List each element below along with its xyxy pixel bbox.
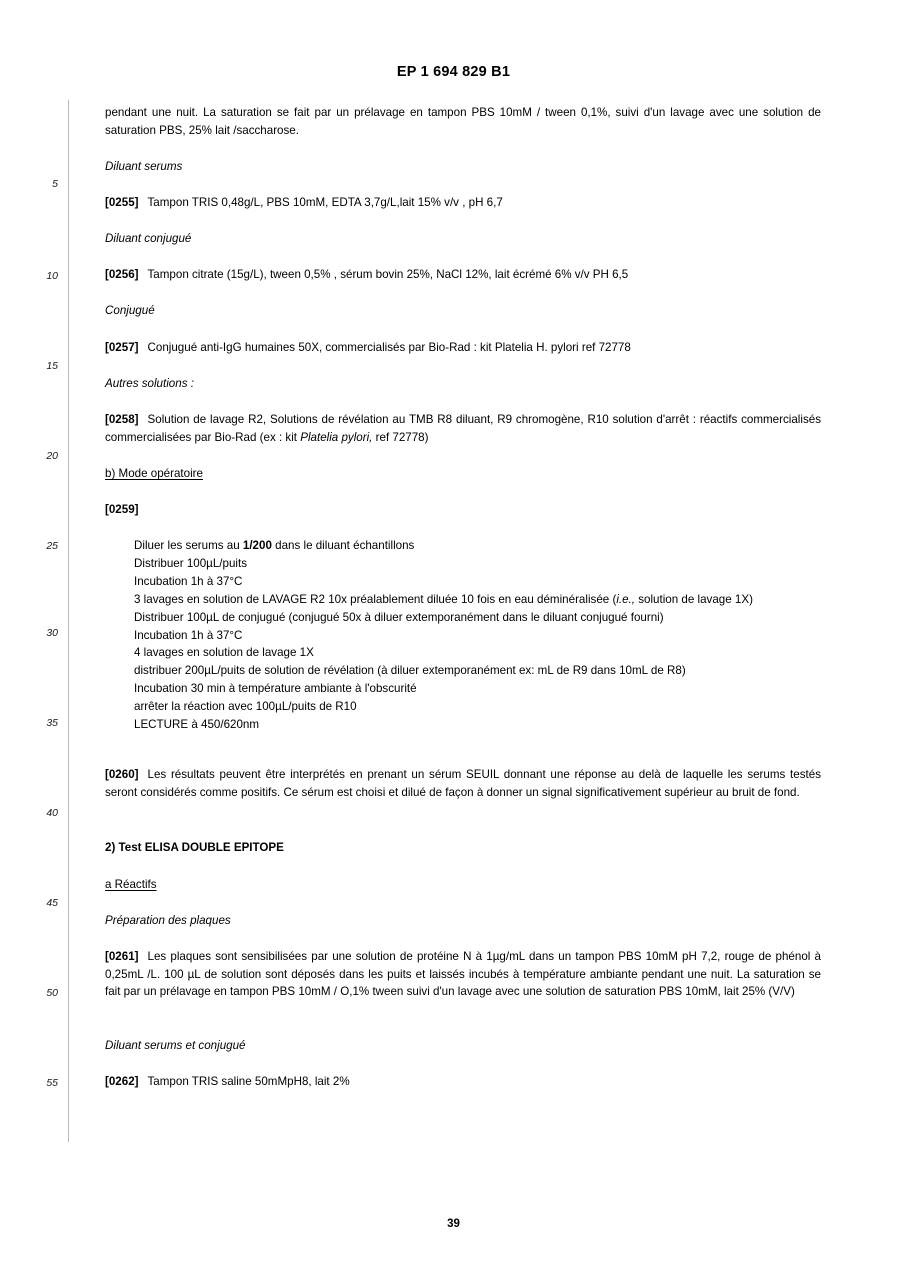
procedure-step: Distribuer 100µL de conjugué (conjugué 50x à diluer extemporanément dans le diluant conjugué fourni) xyxy=(134,610,664,624)
paragraph-0261-number: [0261] xyxy=(105,950,139,963)
paragraph-0260-number: [0260] xyxy=(105,768,139,781)
procedure-step-text-b: solution de lavage 1X) xyxy=(635,592,753,606)
paragraph-0257-number: [0257] xyxy=(105,341,139,354)
paragraph-0261 xyxy=(105,948,821,1001)
heading-a-reactifs xyxy=(105,876,821,894)
paragraph-0258-text-a: Solution de lavage R2, Solutions de révélation au TMB R8 diluant, R9 chromogène, R10 solution d'arrêt : réactifs commercialisés commercialisées par Bio-Rad (ex : kit xyxy=(105,413,821,444)
page-title: EP 1 694 829 B1 xyxy=(396,64,511,80)
heading-test-elisa xyxy=(105,839,821,857)
paragraph-0257-text: Conjugué anti-IgG humaines 50X, commercialisés par Bio-Rad : kit Platelia H. pylori ref 72778 xyxy=(147,341,631,354)
line-number: 50 xyxy=(46,987,58,999)
margin-rule xyxy=(68,100,69,1142)
procedure-step: Incubation 1h à 37°C xyxy=(134,574,243,588)
heading-mode-operatoire xyxy=(105,465,821,483)
heading-diluant-serums-conjugue xyxy=(105,1037,821,1055)
procedure-step-text-a: Diluer les serums au xyxy=(134,539,243,552)
line-number: 35 xyxy=(46,717,58,729)
procedure-step-text-b: dans le diluant échantillons xyxy=(271,539,415,552)
paragraph-intro xyxy=(105,104,821,139)
line-number: 15 xyxy=(46,360,58,372)
paragraph-0258-text-italic: Platelia pylori, xyxy=(300,430,373,444)
heading-diluant-serums xyxy=(105,158,821,176)
heading-conjugue-text: Conjugué xyxy=(105,304,155,317)
procedure-step-text-a: 3 lavages en solution de LAVAGE R2 10x préalablement diluée 10 fois en eau déminéralisée ( xyxy=(134,592,617,606)
line-number: 30 xyxy=(46,627,58,639)
paragraph-0257 xyxy=(105,339,821,357)
heading-a-reactifs-text: a Réactifs xyxy=(105,878,157,891)
line-number: 40 xyxy=(46,807,58,819)
heading-diluant-serums-text: Diluant serums xyxy=(105,160,183,173)
paragraph-0255 xyxy=(105,194,821,212)
paragraph-0256 xyxy=(105,266,821,284)
procedure-step: arrêter la réaction avec 100µL/puits de R10 xyxy=(134,700,357,714)
procedure-step xyxy=(134,591,824,609)
line-number: 25 xyxy=(46,540,58,552)
paragraph-0262-number: [0262] xyxy=(105,1075,139,1088)
line-number: 5 xyxy=(52,178,58,190)
procedure-step: LECTURE à 450/620nm xyxy=(134,718,260,732)
heading-preparation-plaques-text: Préparation des plaques xyxy=(105,914,231,927)
line-number: 10 xyxy=(46,270,58,282)
footer-page-number: 39 xyxy=(447,1218,460,1230)
paragraph-0260-text: Les résultats peuvent être interprétés en prenant un sérum SEUIL donnant une réponse au delà de laquelle les serums testés seront considérés comme positifs. Ce sérum est choisi et dilué de façon à donner un signal significativement supérieur au bruit de fond. xyxy=(105,768,821,799)
paragraph-0258-text-b: ref 72778) xyxy=(372,430,429,444)
paragraph-intro-text: pendant une nuit. La saturation se fait par un prélavage en tampon PBS 10mM / tween 0,1%, suivi d'un lavage avec une solution de saturation PBS, 25% lait /saccharose. xyxy=(105,106,821,137)
heading-diluant-serums-conjugue-text: Diluant serums et conjugué xyxy=(105,1039,246,1052)
paragraph-0261-text: Les plaques sont sensibilisées par une solution de protéine N à 1µg/mL dans un tampon PBS 10mM pH 7,2, rouge de phénol à 0,25mL /L. 100 µL de solution sont déposés dans les puits et laissés incubés à température ambiante pendant une nuit. La saturation se fait par un prélavage en tampon PBS 10mM / O,1% tween suivi d'un lavage avec une solution de saturation PBS 10mM, lait 25% (V/V) xyxy=(105,950,821,999)
heading-test-elisa-text: 2) Test ELISA DOUBLE EPITOPE xyxy=(105,841,284,854)
procedure-step: Incubation 30 min à température ambiante à l'obscurité xyxy=(134,682,417,696)
paragraph-0255-number: [0255] xyxy=(105,196,139,209)
line-number: 55 xyxy=(46,1077,58,1089)
paragraph-0262-text: Tampon TRIS saline 50mMpH8, lait 2% xyxy=(147,1075,350,1088)
heading-conjugue xyxy=(105,302,821,320)
procedure-step-ie-abbrev: i.e., xyxy=(616,592,635,606)
paragraph-0260 xyxy=(105,766,821,801)
procedure-step: 4 lavages en solution de lavage 1X xyxy=(134,646,314,660)
line-number: 45 xyxy=(46,897,58,909)
paragraph-0258 xyxy=(105,411,821,446)
procedure-step: Distribuer 100µL/puits xyxy=(134,556,248,570)
line-number: 20 xyxy=(46,450,58,462)
procedure-steps-list xyxy=(134,537,824,734)
procedure-step xyxy=(134,537,824,555)
procedure-step: Incubation 1h à 37°C xyxy=(134,628,243,642)
procedure-step: distribuer 200µL/puits de solution de révélation (à diluer extemporanément ex: mL de R9 dans 10mL de R8) xyxy=(134,664,686,678)
paragraph-0259-number xyxy=(105,501,821,519)
paragraph-0255-text: Tampon TRIS 0,48g/L, PBS 10mM, EDTA 3,7g/L,lait 15% v/v , pH 6,7 xyxy=(147,196,503,209)
heading-autres-solutions xyxy=(105,375,821,393)
paragraph-0258-number: [0258] xyxy=(105,413,139,426)
line-number-column xyxy=(0,100,64,1142)
heading-diluant-conjugue-text: Diluant conjugué xyxy=(105,232,192,245)
paragraph-0256-number: [0256] xyxy=(105,268,139,281)
heading-mode-operatoire-text: b) Mode opératoire xyxy=(105,467,203,480)
heading-diluant-conjugue xyxy=(105,230,821,248)
paragraph-0262 xyxy=(105,1073,821,1091)
procedure-step-dilution-ratio: 1/200 xyxy=(242,539,272,552)
paragraph-0259-number-text: [0259] xyxy=(105,503,139,516)
heading-autres-solutions-text: Autres solutions : xyxy=(105,377,194,390)
heading-preparation-plaques xyxy=(105,912,821,930)
paragraph-0256-text: Tampon citrate (15g/L), tween 0,5% , sérum bovin 25%, NaCl 12%, lait écrémé 6% v/v PH 6,5 xyxy=(147,268,629,281)
